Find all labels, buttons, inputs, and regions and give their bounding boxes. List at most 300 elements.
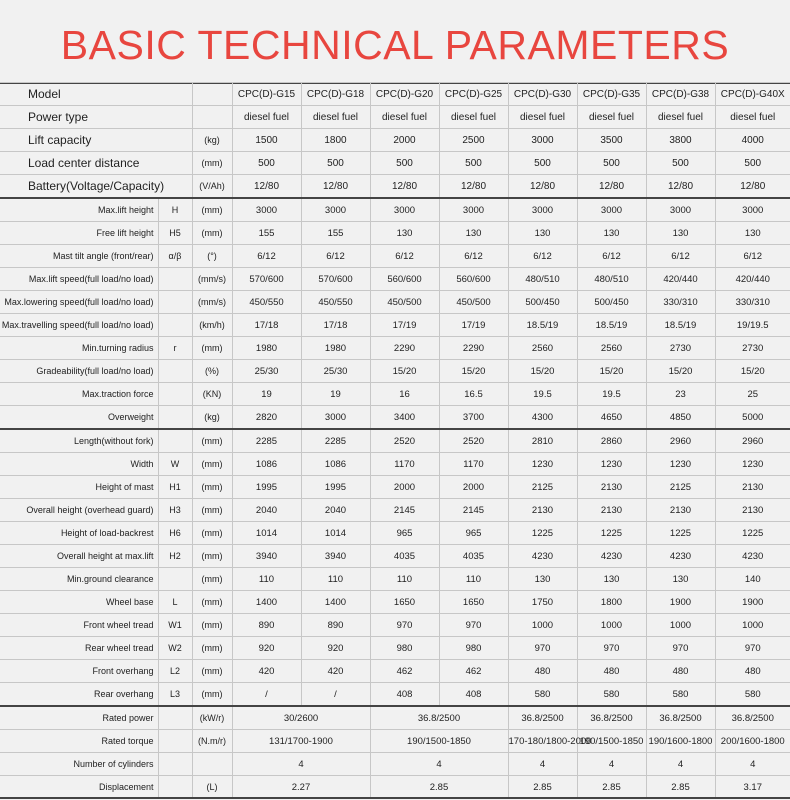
param-symbol	[158, 406, 192, 430]
table-row	[0, 337, 790, 360]
param-value: 2.85	[646, 776, 715, 799]
param-value: 17/18	[232, 314, 301, 337]
param-value: 3.17	[715, 776, 790, 799]
page-title: BASIC TECHNICAL PARAMETERS	[60, 22, 730, 68]
param-value: 2000	[439, 476, 508, 499]
param-label: Model	[0, 83, 192, 106]
param-value: 500	[646, 152, 715, 175]
table-row	[0, 476, 790, 499]
param-value: CPC(D)-G30	[508, 83, 577, 106]
param-value: 1225	[715, 522, 790, 545]
param-symbol	[158, 776, 192, 799]
param-value: 1750	[508, 591, 577, 614]
param-value: 4	[508, 753, 577, 776]
parameters-table	[0, 82, 790, 799]
param-value: diesel fuel	[439, 106, 508, 129]
param-value: 2285	[232, 429, 301, 453]
param-value: 131/1700-1900	[232, 730, 370, 753]
table-row	[0, 152, 790, 175]
param-label: Height of load-backrest	[0, 522, 158, 545]
param-value: 408	[370, 683, 439, 707]
param-value: 19	[232, 383, 301, 406]
param-value: 1014	[232, 522, 301, 545]
param-value: 1000	[715, 614, 790, 637]
param-value: 2860	[577, 429, 646, 453]
param-symbol	[158, 706, 192, 730]
param-unit: (mm)	[192, 683, 232, 707]
param-label: Battery(Voltage/Capacity)	[0, 175, 192, 199]
param-value: 2290	[370, 337, 439, 360]
param-value: 12/80	[232, 175, 301, 199]
param-value: 920	[232, 637, 301, 660]
param-label: Rated power	[0, 706, 158, 730]
param-value: CPC(D)-G35	[577, 83, 646, 106]
param-value: 3000	[301, 198, 370, 222]
param-value: 1000	[508, 614, 577, 637]
param-value: 15/20	[577, 360, 646, 383]
param-value: 1400	[232, 591, 301, 614]
param-value: 36.8/2500	[508, 706, 577, 730]
param-label: Max.lift height	[0, 198, 158, 222]
param-unit: (mm)	[192, 453, 232, 476]
param-value: 1400	[301, 591, 370, 614]
param-value: 500	[232, 152, 301, 175]
param-value: 2000	[370, 129, 439, 152]
param-symbol	[158, 730, 192, 753]
param-value: 1230	[715, 453, 790, 476]
param-label: Load center distance	[0, 152, 192, 175]
param-value: 500	[439, 152, 508, 175]
param-value: 580	[577, 683, 646, 707]
param-value: CPC(D)-G18	[301, 83, 370, 106]
param-unit: (kg)	[192, 406, 232, 430]
param-value: 480	[715, 660, 790, 683]
param-label: Front wheel tread	[0, 614, 158, 637]
param-value: 155	[232, 222, 301, 245]
table-row	[0, 499, 790, 522]
param-value: 130	[577, 222, 646, 245]
param-value: 1650	[439, 591, 508, 614]
param-value: 480/510	[508, 268, 577, 291]
param-value: 190/1600-1800	[646, 730, 715, 753]
param-value: 130	[646, 222, 715, 245]
param-value: 30/2600	[232, 706, 370, 730]
param-label: Max.lift speed(full load/no load)	[0, 268, 158, 291]
param-label: Width	[0, 453, 158, 476]
param-value: 980	[439, 637, 508, 660]
param-value: 1980	[232, 337, 301, 360]
param-unit: (mm)	[192, 337, 232, 360]
table-row	[0, 198, 790, 222]
param-unit: (kg)	[192, 129, 232, 152]
table-row	[0, 453, 790, 476]
table-row	[0, 429, 790, 453]
param-value: diesel fuel	[301, 106, 370, 129]
param-value: 420	[301, 660, 370, 683]
param-value: 965	[439, 522, 508, 545]
param-value: 4035	[439, 545, 508, 568]
param-symbol: H6	[158, 522, 192, 545]
param-value: 12/80	[508, 175, 577, 199]
param-value: 19.5	[508, 383, 577, 406]
param-unit	[192, 753, 232, 776]
param-label: Height of mast	[0, 476, 158, 499]
param-value: 4230	[508, 545, 577, 568]
param-value: 2730	[715, 337, 790, 360]
param-value: 3500	[577, 129, 646, 152]
param-value: 3000	[370, 198, 439, 222]
param-value: 4	[577, 753, 646, 776]
param-value: 1995	[301, 476, 370, 499]
param-value: 2520	[370, 429, 439, 453]
param-unit: (L)	[192, 776, 232, 799]
param-symbol: H5	[158, 222, 192, 245]
table-row	[0, 245, 790, 268]
param-value: 2130	[577, 499, 646, 522]
table-row	[0, 730, 790, 753]
param-value: 980	[370, 637, 439, 660]
param-value: 970	[370, 614, 439, 637]
table-row	[0, 383, 790, 406]
param-unit	[192, 83, 232, 106]
table-row	[0, 776, 790, 799]
param-value: 2130	[715, 476, 790, 499]
param-value: 2040	[301, 499, 370, 522]
param-value: 12/80	[646, 175, 715, 199]
param-value: 25	[715, 383, 790, 406]
param-symbol: W2	[158, 637, 192, 660]
param-unit: (%)	[192, 360, 232, 383]
param-label: Front overhang	[0, 660, 158, 683]
param-value: 3000	[232, 198, 301, 222]
param-value: 580	[715, 683, 790, 707]
param-value: 500	[301, 152, 370, 175]
param-value: 12/80	[301, 175, 370, 199]
param-value: 19.5	[577, 383, 646, 406]
param-value: 570/600	[301, 268, 370, 291]
param-value: 970	[439, 614, 508, 637]
param-label: Gradeability(full load/no load)	[0, 360, 158, 383]
param-value: 110	[232, 568, 301, 591]
param-value: 2960	[715, 429, 790, 453]
param-unit: (mm)	[192, 660, 232, 683]
param-value: 2560	[508, 337, 577, 360]
param-value: 2560	[577, 337, 646, 360]
table-row	[0, 545, 790, 568]
param-value: 25/30	[232, 360, 301, 383]
param-value: diesel fuel	[646, 106, 715, 129]
table-row	[0, 268, 790, 291]
param-value: 130	[715, 222, 790, 245]
table-row	[0, 314, 790, 337]
param-value: 36.8/2500	[370, 706, 508, 730]
param-value: 6/12	[508, 245, 577, 268]
param-value: 12/80	[439, 175, 508, 199]
param-value: 36.8/2500	[577, 706, 646, 730]
param-value: 500	[370, 152, 439, 175]
param-value: 1800	[301, 129, 370, 152]
param-value: CPC(D)-G38	[646, 83, 715, 106]
param-value: 890	[232, 614, 301, 637]
param-unit: (mm)	[192, 637, 232, 660]
param-label: Max.lowering speed(full load/no load)	[0, 291, 158, 314]
param-unit: (mm/s)	[192, 291, 232, 314]
table-row	[0, 753, 790, 776]
param-value: 450/500	[370, 291, 439, 314]
param-symbol: H2	[158, 545, 192, 568]
param-label: Overall height at max.lift	[0, 545, 158, 568]
param-value: 2130	[715, 499, 790, 522]
table-row	[0, 706, 790, 730]
param-value: 2.85	[370, 776, 508, 799]
param-value: 12/80	[715, 175, 790, 199]
param-value: 17/19	[370, 314, 439, 337]
param-value: 4035	[370, 545, 439, 568]
param-unit: (mm)	[192, 198, 232, 222]
param-value: 970	[646, 637, 715, 660]
param-value: 4230	[715, 545, 790, 568]
param-value: 140	[715, 568, 790, 591]
table-row	[0, 175, 790, 199]
param-value: 420/440	[646, 268, 715, 291]
param-value: 1800	[577, 591, 646, 614]
param-value: 4650	[577, 406, 646, 430]
param-value: 1225	[577, 522, 646, 545]
param-value: 500/450	[577, 291, 646, 314]
param-value: /	[232, 683, 301, 707]
param-value: 4230	[646, 545, 715, 568]
param-unit: (mm)	[192, 545, 232, 568]
param-value: 130	[577, 568, 646, 591]
table-row	[0, 129, 790, 152]
param-value: 3000	[508, 129, 577, 152]
param-value: 17/19	[439, 314, 508, 337]
param-unit: (mm)	[192, 522, 232, 545]
param-value: 1000	[577, 614, 646, 637]
param-value: 2000	[370, 476, 439, 499]
param-value: 1650	[370, 591, 439, 614]
param-symbol	[158, 568, 192, 591]
param-value: 12/80	[577, 175, 646, 199]
param-label: Length(without fork)	[0, 429, 158, 453]
param-value: 560/600	[370, 268, 439, 291]
param-label: Number of cylinders	[0, 753, 158, 776]
param-value: 130	[646, 568, 715, 591]
param-symbol: H1	[158, 476, 192, 499]
param-unit: (mm)	[192, 568, 232, 591]
param-value: 580	[646, 683, 715, 707]
param-value: 4	[715, 753, 790, 776]
param-unit	[192, 106, 232, 129]
param-value: 1980	[301, 337, 370, 360]
param-symbol	[158, 291, 192, 314]
param-value: 110	[370, 568, 439, 591]
param-value: CPC(D)-G25	[439, 83, 508, 106]
param-value: 130	[508, 568, 577, 591]
param-value: 330/310	[646, 291, 715, 314]
param-value: 6/12	[577, 245, 646, 268]
param-value: 480/510	[577, 268, 646, 291]
param-value: 130	[370, 222, 439, 245]
param-value: 3000	[301, 406, 370, 430]
param-value: 18.5/19	[577, 314, 646, 337]
param-value: 3000	[646, 198, 715, 222]
param-value: 130	[439, 222, 508, 245]
param-label: Rear overhang	[0, 683, 158, 707]
table-row	[0, 522, 790, 545]
param-symbol: W1	[158, 614, 192, 637]
param-unit: (N.m/r)	[192, 730, 232, 753]
param-value: 560/600	[439, 268, 508, 291]
param-value: 2130	[646, 499, 715, 522]
param-unit: (mm)	[192, 152, 232, 175]
param-value: 190/1500-1850	[577, 730, 646, 753]
param-label: Max.traction force	[0, 383, 158, 406]
param-value: 3000	[577, 198, 646, 222]
param-symbol: L2	[158, 660, 192, 683]
param-value: 2145	[370, 499, 439, 522]
param-value: CPC(D)-G15	[232, 83, 301, 106]
table-body	[0, 83, 790, 799]
param-value: 15/20	[370, 360, 439, 383]
param-value: 3400	[370, 406, 439, 430]
param-value: CPC(D)-G40X	[715, 83, 790, 106]
param-value: 2040	[232, 499, 301, 522]
param-symbol	[158, 360, 192, 383]
table-row	[0, 683, 790, 707]
param-label: Overweight	[0, 406, 158, 430]
param-unit: (mm)	[192, 222, 232, 245]
param-value: 1170	[370, 453, 439, 476]
param-label: Free lift height	[0, 222, 158, 245]
param-value: diesel fuel	[370, 106, 439, 129]
param-value: 4000	[715, 129, 790, 152]
table-row	[0, 591, 790, 614]
param-value: 2960	[646, 429, 715, 453]
param-value: 155	[301, 222, 370, 245]
param-label: Rated torque	[0, 730, 158, 753]
param-value: 1995	[232, 476, 301, 499]
param-value: 6/12	[370, 245, 439, 268]
param-value: 3940	[232, 545, 301, 568]
param-value: CPC(D)-G20	[370, 83, 439, 106]
param-value: 1086	[232, 453, 301, 476]
param-label: Displacement	[0, 776, 158, 799]
param-value: 200/1600-1800	[715, 730, 790, 753]
param-value: 6/12	[646, 245, 715, 268]
param-value: 36.8/2500	[646, 706, 715, 730]
param-value: 2820	[232, 406, 301, 430]
param-value: 3000	[715, 198, 790, 222]
param-value: 2285	[301, 429, 370, 453]
param-value: 170-180/1800-2000	[508, 730, 577, 753]
param-value: 2290	[439, 337, 508, 360]
param-value: 480	[508, 660, 577, 683]
param-value: 450/500	[439, 291, 508, 314]
table-row	[0, 83, 790, 106]
param-value: 450/550	[301, 291, 370, 314]
param-value: 408	[439, 683, 508, 707]
param-unit: (mm)	[192, 614, 232, 637]
param-value: 2130	[508, 499, 577, 522]
param-value: 1086	[301, 453, 370, 476]
param-value: 580	[508, 683, 577, 707]
param-value: 1230	[646, 453, 715, 476]
param-value: 970	[508, 637, 577, 660]
param-symbol: H3	[158, 499, 192, 522]
table-row	[0, 106, 790, 129]
param-value: 420/440	[715, 268, 790, 291]
param-value: 110	[439, 568, 508, 591]
param-value: 2500	[439, 129, 508, 152]
param-value: 1230	[577, 453, 646, 476]
param-label: Power type	[0, 106, 192, 129]
param-value: 2520	[439, 429, 508, 453]
param-value: 12/80	[370, 175, 439, 199]
param-value: 16	[370, 383, 439, 406]
param-value: 1170	[439, 453, 508, 476]
param-label: Min.turning radius	[0, 337, 158, 360]
param-value: 5000	[715, 406, 790, 430]
param-label: Rear wheel tread	[0, 637, 158, 660]
param-value: 6/12	[439, 245, 508, 268]
table-row	[0, 637, 790, 660]
param-value: 1000	[646, 614, 715, 637]
param-value: 2810	[508, 429, 577, 453]
param-value: 6/12	[301, 245, 370, 268]
param-label: Mast tilt angle (front/rear)	[0, 245, 158, 268]
table-row	[0, 568, 790, 591]
param-value: 965	[370, 522, 439, 545]
param-value: 36.8/2500	[715, 706, 790, 730]
param-label: Max.travelling speed(full load/no load)	[0, 314, 158, 337]
param-value: 2.85	[577, 776, 646, 799]
param-unit: (mm)	[192, 591, 232, 614]
param-value: 1225	[508, 522, 577, 545]
param-label: Wheel base	[0, 591, 158, 614]
param-value: 462	[370, 660, 439, 683]
param-value: 130	[508, 222, 577, 245]
param-value: 920	[301, 637, 370, 660]
param-value: 23	[646, 383, 715, 406]
param-value: 1014	[301, 522, 370, 545]
param-value: 3700	[439, 406, 508, 430]
param-value: 2730	[646, 337, 715, 360]
param-symbol	[158, 429, 192, 453]
param-unit: (mm/s)	[192, 268, 232, 291]
param-value: 19	[301, 383, 370, 406]
param-value: 3000	[508, 198, 577, 222]
param-value: 16.5	[439, 383, 508, 406]
param-unit: (mm)	[192, 476, 232, 499]
param-value: 4850	[646, 406, 715, 430]
param-value: 3000	[439, 198, 508, 222]
param-value: 1900	[646, 591, 715, 614]
param-value: diesel fuel	[577, 106, 646, 129]
param-value: 2.85	[508, 776, 577, 799]
param-value: 970	[577, 637, 646, 660]
param-value: 4300	[508, 406, 577, 430]
param-value: 330/310	[715, 291, 790, 314]
param-value: 6/12	[715, 245, 790, 268]
param-value: 480	[577, 660, 646, 683]
param-unit: (kW/r)	[192, 706, 232, 730]
param-unit: (mm)	[192, 429, 232, 453]
param-value: 2145	[439, 499, 508, 522]
param-symbol	[158, 314, 192, 337]
param-value: 2125	[646, 476, 715, 499]
table-row	[0, 360, 790, 383]
